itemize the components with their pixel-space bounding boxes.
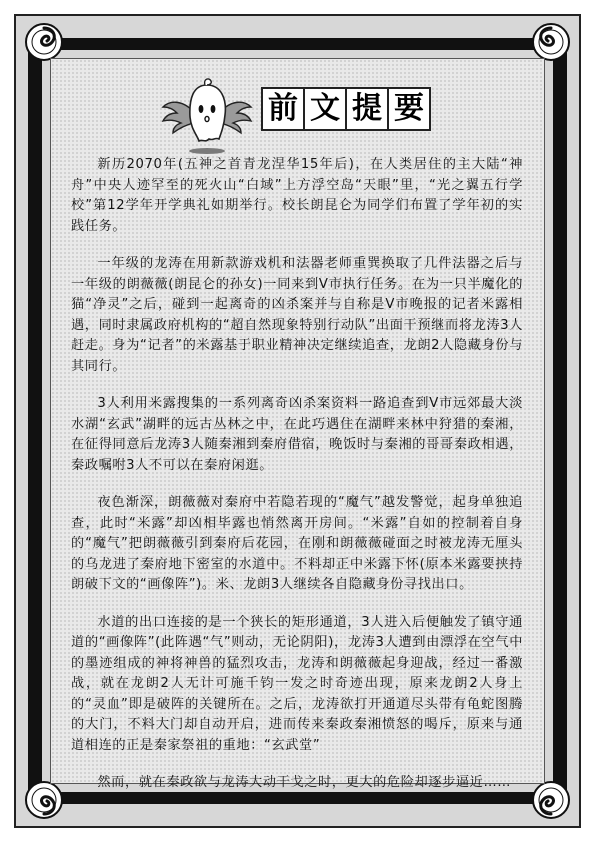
summary-body — [71, 155, 523, 794]
top-bar — [28, 38, 567, 50]
page-title — [261, 87, 429, 131]
paragraph: 夜色渐深，朗薇薇对秦府中若隐若现的“魔气”越发警觉，起身单独追查，此时“米露”却凶相毕露也悄然离开房间。“米露”自如的控制着自身的“魔气”把朗薇薇引到秦府后花园，在刚和朗薇薇碰面之时被龙涛无厘头的乌龙进了秦府地下密室的水道中。不料却正中米露下怀(原本米露要挟持朗破下文的“画像阵”)。米、龙朗3人继续各自隐藏身份寻找出口。 — [71, 495, 523, 592]
right-pillar — [553, 38, 567, 804]
content-paper — [50, 58, 545, 790]
paragraph: 新历2070年(五神之首青龙涅华15年后)，在人类居住的主大陆“神舟”中央人迹罕至的死火山“白域”上方浮空岛“天眼”里，“光之翼五行学校”第12学年开学典礼如期举行。校长朗昆仑为同学们布置了学年初的实践任务。 — [71, 157, 523, 234]
title-char: 要 — [387, 87, 431, 131]
left-pillar — [28, 38, 42, 804]
paragraph: 3人利用米露搜集的一系列离奇凶杀案资料一路追查到V市远郊最大淡水湖“玄武”湖畔的远古丛林之中，在此巧遇住在湖畔来林中狩猎的秦湘，在征得同意后龙涛3人随秦湘到秦府借宿，晚饭时与秦湘的哥哥秦政相遇，秦政嘱咐3人不可以在秦府闲逛。 — [71, 396, 523, 473]
paragraph: 一年级的龙涛在用新款游戏机和法器老师重巽换取了几件法器之后与一年级的朗薇薇(朗昆仑的孙女)一同来到V市执行任务。在为一只半魔化的猫“净灵”之后，碰到一起离奇的凶杀案并与自称是V市晚报的记者米露相遇，同时隶属政府机构的“超自然现象特别行动队”出面干预继而将龙涛3人赶走。身为“记者”的米露基于职业精神决定继续追查，龙朗2人隐藏身份与其同行。 — [71, 256, 523, 374]
paragraph: 然而，就在秦政欲与龙涛大动干戈之时，更大的危险却逐步逼近…… — [97, 775, 512, 790]
bottom-bar — [28, 792, 567, 804]
corner-ornament-icon — [529, 778, 573, 822]
corner-ornament-icon — [22, 778, 66, 822]
title-char: 文 — [303, 87, 347, 131]
title-char: 前 — [261, 87, 305, 131]
winged-ghost-mascot-icon — [159, 77, 255, 157]
title-char: 提 — [345, 87, 389, 131]
paragraph: 水道的出口连接的是一个狭长的矩形通道，3人进入后便触发了镇守通道的“画像阵”(此阵遇“气”则动，无论阴阳)，龙涛3人遭到由漂浮在空气中的墨迹组成的神将神兽的猛烈攻击，龙涛和朗薇薇起身迎战，经过一番激战，就在龙朗2人无计可施千钧一发之时奇迹出现，原来龙朗2人身上的“灵血”即是破阵的关键所在。之后，龙涛欲打开通道尽头带有龟蛇图腾的大门，不料大门却自动开启，进而传来秦政秦湘愤怒的喝斥，原来与通道相连的正是秦家祭祖的重地：“玄武堂” — [71, 614, 523, 753]
